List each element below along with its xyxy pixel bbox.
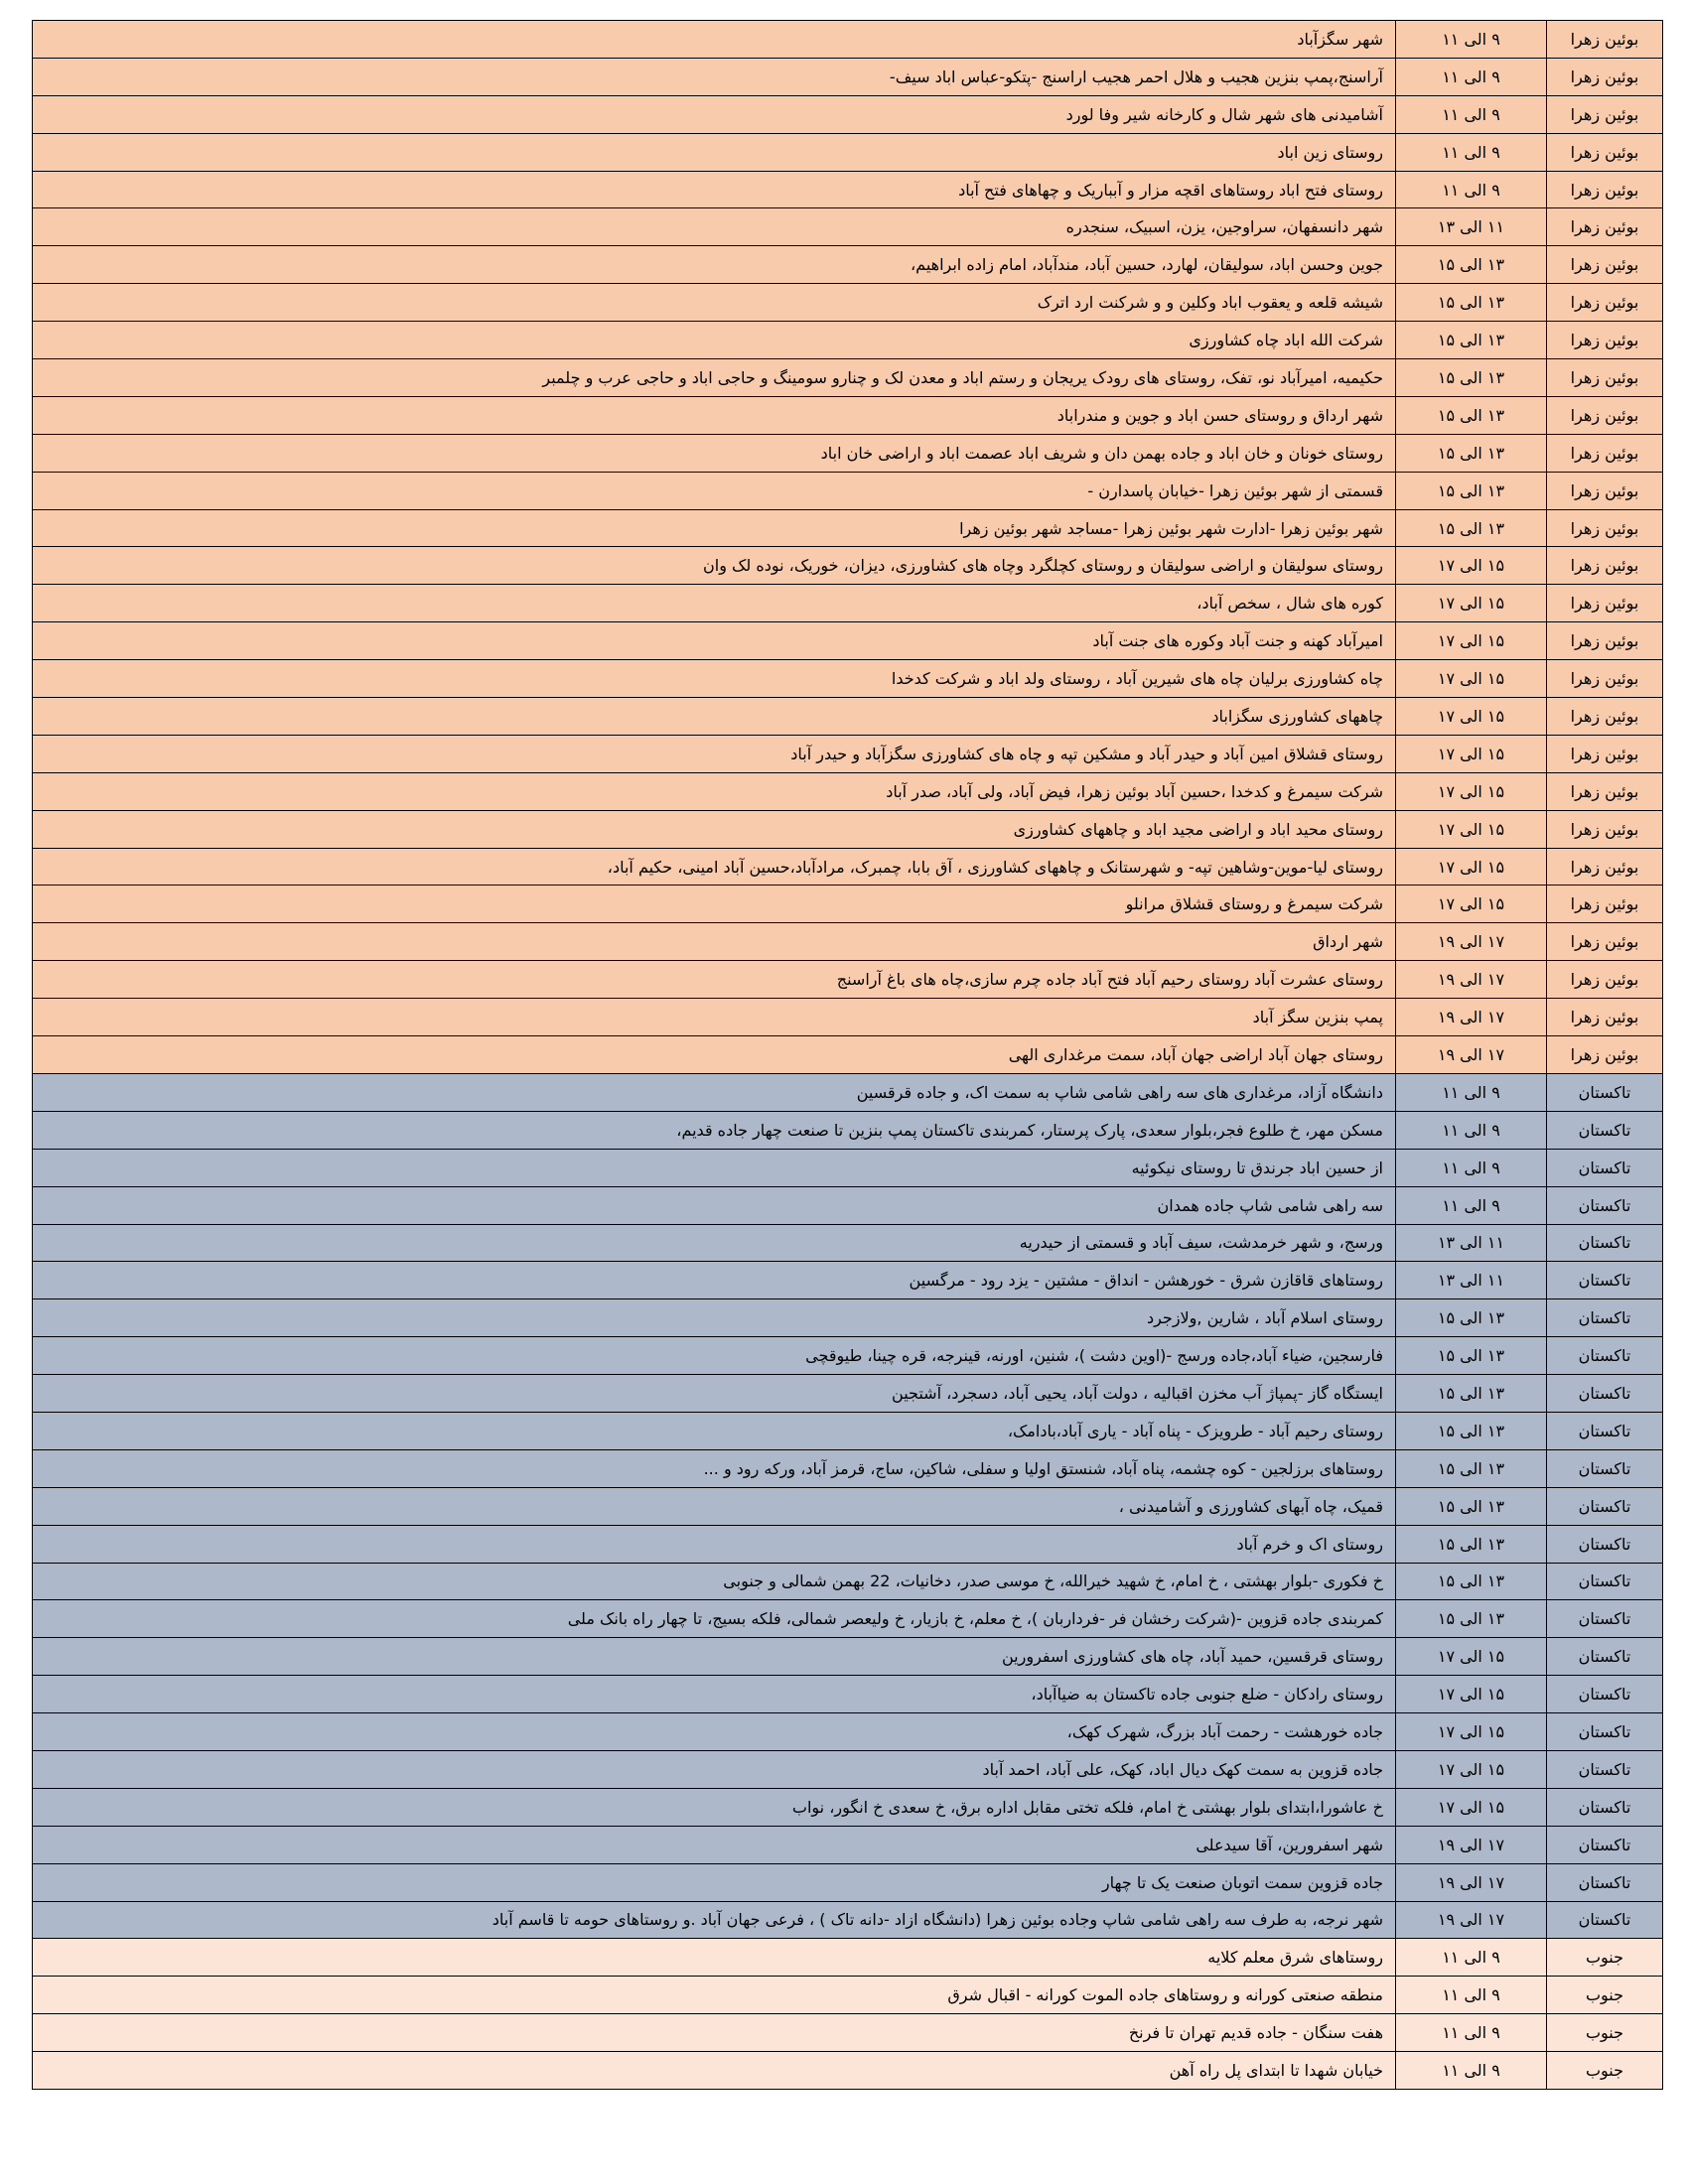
table-row (33, 1788, 1663, 1826)
city-name-cell: بوئین زهرا (1547, 810, 1663, 848)
city-name-cell: بوئین زهرا (1547, 509, 1663, 547)
time-range-cell: ۱۳ الی ۱۵ (1396, 1600, 1547, 1638)
city-name-cell: بوئین زهرا (1547, 359, 1663, 397)
table-row (33, 21, 1663, 59)
time-range-cell: ۱۳ الی ۱۵ (1396, 396, 1547, 434)
table-row (33, 208, 1663, 246)
table-row (33, 2052, 1663, 2090)
outage-area-cell: شرکت الله اباد چاه کشاورزی (33, 322, 1396, 359)
time-range-cell: ۱۵ الی ۱۷ (1396, 1676, 1547, 1713)
time-range-cell: ۹ الی ۱۱ (1396, 2052, 1547, 2090)
time-range-cell: ۹ الی ۱۱ (1396, 133, 1547, 171)
time-range-cell: ۱۷ الی ۱۹ (1396, 961, 1547, 999)
city-name-cell: بوئین زهرا (1547, 1036, 1663, 1074)
outage-schedule-body (33, 21, 1663, 2090)
time-range-cell: ۱۵ الی ۱۷ (1396, 622, 1547, 660)
time-range-cell: ۹ الی ۱۱ (1396, 21, 1547, 59)
table-row (33, 1977, 1663, 2014)
table-row (33, 1525, 1663, 1563)
outage-area-cell: روستای محید اباد و اراضی مجید اباد و چاههای کشاورزی (33, 810, 1396, 848)
city-name-cell: تاکستان (1547, 1901, 1663, 1939)
table-row (33, 810, 1663, 848)
time-range-cell: ۱۳ الی ۱۵ (1396, 1375, 1547, 1413)
time-range-cell: ۹ الی ۱۱ (1396, 171, 1547, 208)
time-range-cell: ۱۳ الی ۱۵ (1396, 1337, 1547, 1375)
outage-area-cell: ایستگاه گاز -پمپاژ آب مخزن اقبالیه ، دولت آباد، یحیی آباد، دسجرد، آشتجین (33, 1375, 1396, 1413)
time-range-cell: ۱۵ الی ۱۷ (1396, 1750, 1547, 1788)
outage-area-cell: روستای لیا-موین-وشاهین تپه- و شهرستانک و چاههای کشاورزی ، آق بابا، چمبرک، مرادآباد،حسین آباد امینی، حکیم آباد، (33, 848, 1396, 886)
city-name-cell: تاکستان (1547, 1224, 1663, 1262)
table-row (33, 886, 1663, 923)
city-name-cell: تاکستان (1547, 1186, 1663, 1224)
city-name-cell: تاکستان (1547, 1863, 1663, 1901)
time-range-cell: ۱۳ الی ۱۵ (1396, 322, 1547, 359)
time-range-cell: ۱۳ الی ۱۵ (1396, 1449, 1547, 1487)
outage-area-cell: روستای قشلاق امین آباد و حیدر آباد و مشکین تپه و چاه های کشاورزی سگزآباد و حیدر آباد (33, 735, 1396, 772)
time-range-cell: ۱۳ الی ۱۵ (1396, 472, 1547, 509)
outage-area-cell: روستاهای برزلجین - کوه چشمه، پناه آباد، شنستق اولیا و سفلی، شاکین، ساج، قرمز آباد، ورکه رود و ... (33, 1449, 1396, 1487)
city-name-cell: تاکستان (1547, 1600, 1663, 1638)
city-name-cell: بوئین زهرا (1547, 923, 1663, 961)
outage-area-cell: جاده قزوین به سمت کهک دیال اباد، کهک، علی آباد، احمد آباد (33, 1750, 1396, 1788)
city-name-cell: بوئین زهرا (1547, 735, 1663, 772)
outage-area-cell: شهر اسفرورین، آقا سیدعلی (33, 1826, 1396, 1863)
outage-area-cell: جوین وحسن اباد، سولیقان، لهارد، حسین آباد، مندآباد، امام زاده ابراهیم، (33, 246, 1396, 284)
outage-area-cell: کوره های شال ، سخص آباد، (33, 585, 1396, 622)
time-range-cell: ۹ الی ۱۱ (1396, 2014, 1547, 2052)
outage-area-cell: منطقه صنعتی کورانه و روستاهای جاده الموت کورانه - اقبال شرق (33, 1977, 1396, 2014)
table-row (33, 622, 1663, 660)
city-name-cell: تاکستان (1547, 1525, 1663, 1563)
city-name-cell: بوئین زهرا (1547, 246, 1663, 284)
time-range-cell: ۱۳ الی ۱۵ (1396, 1412, 1547, 1449)
time-range-cell: ۱۵ الی ۱۷ (1396, 810, 1547, 848)
time-range-cell: ۱۱ الی ۱۳ (1396, 1224, 1547, 1262)
outage-area-cell: فارسجین، ضیاء آباد،جاده ورسج -(اوین دشت )، شنین، اورنه، قینرجه، قره چینا، طیوقچی (33, 1337, 1396, 1375)
table-row (33, 1901, 1663, 1939)
outage-area-cell: شرکت سیمرغ و روستای قشلاق مرانلو (33, 886, 1396, 923)
time-range-cell: ۱۳ الی ۱۵ (1396, 1487, 1547, 1525)
time-range-cell: ۹ الی ۱۱ (1396, 1111, 1547, 1149)
time-range-cell: ۱۳ الی ۱۵ (1396, 246, 1547, 284)
table-row (33, 1262, 1663, 1299)
table-row (33, 547, 1663, 585)
outage-area-cell: آراسنج،پمپ بنزین هجیب و هلال احمر هجیب اراسنج -پتکو-عباس اباد سیف- (33, 58, 1396, 95)
table-row (33, 698, 1663, 736)
table-row (33, 1449, 1663, 1487)
outage-area-cell: شرکت سیمرغ و کدخدا ،حسین آباد بوئین زهرا، فیض آباد، ولی آباد، صدر آباد (33, 772, 1396, 810)
time-range-cell: ۱۳ الی ۱۵ (1396, 1525, 1547, 1563)
city-name-cell: بوئین زهرا (1547, 396, 1663, 434)
outage-area-cell: جاده قزوین سمت اتوبان صنعت یک تا چهار (33, 1863, 1396, 1901)
city-name-cell: بوئین زهرا (1547, 472, 1663, 509)
outage-area-cell: شهر نرجه، به طرف سه راهی شامی شاپ وجاده بوئین زهرا (دانشگاه ازاد -دانه تاک ) ، فرعی جهان آباد .و روستاهای حومه تا قاسم آباد (33, 1901, 1396, 1939)
outage-area-cell: چاههای کشاورزی سگزاباد (33, 698, 1396, 736)
time-range-cell: ۱۱ الی ۱۳ (1396, 1262, 1547, 1299)
outage-area-cell: از حسین اباد جرندق تا روستای نیکوئیه (33, 1149, 1396, 1186)
outage-area-cell: روستای اسلام آباد ، شارین ,ولازجرد (33, 1299, 1396, 1337)
table-row (33, 585, 1663, 622)
city-name-cell: بوئین زهرا (1547, 95, 1663, 133)
city-name-cell: تاکستان (1547, 1073, 1663, 1111)
table-row (33, 58, 1663, 95)
outage-area-cell: دانشگاه آزاد، مرغداری های سه راهی شامی شاپ به سمت اک، و جاده قرقسین (33, 1073, 1396, 1111)
time-range-cell: ۱۳ الی ۱۵ (1396, 1299, 1547, 1337)
outage-area-cell: شهر بوئین زهرا -ادارت شهر بوئین زهرا -مساجد شهر بوئین زهرا (33, 509, 1396, 547)
city-name-cell: تاکستان (1547, 1750, 1663, 1788)
time-range-cell: ۱۷ الی ۱۹ (1396, 1826, 1547, 1863)
city-name-cell: تاکستان (1547, 1487, 1663, 1525)
city-name-cell: تاکستان (1547, 1826, 1663, 1863)
city-name-cell: بوئین زهرا (1547, 58, 1663, 95)
outage-area-cell: خیابان شهدا تا ابتدای پل راه آهن (33, 2052, 1396, 2090)
table-row (33, 284, 1663, 322)
outage-area-cell: روستای رادکان - ضلع جنوبی جاده تاکستان به ضیاآباد، (33, 1676, 1396, 1713)
outage-area-cell: روستای اک و خرم آباد (33, 1525, 1396, 1563)
city-name-cell: بوئین زهرا (1547, 208, 1663, 246)
time-range-cell: ۱۵ الی ۱۷ (1396, 1713, 1547, 1751)
time-range-cell: ۱۵ الی ۱۷ (1396, 735, 1547, 772)
table-row (33, 1186, 1663, 1224)
time-range-cell: ۹ الی ۱۱ (1396, 1939, 1547, 1977)
outage-area-cell: شهر ارداق و روستای حسن اباد و جوین و مندراباد (33, 396, 1396, 434)
outage-area-cell: کمربندی جاده قزوین -(شرکت رخشان فر -فرداربان )، خ معلم، خ بازیار، خ ولیعصر شمالی، فلکه بسیج، تا چهار راه بانک ملی (33, 1600, 1396, 1638)
table-row (33, 1036, 1663, 1074)
outage-area-cell: روستای زین اباد (33, 133, 1396, 171)
outage-area-cell: روستای سولیقان و اراضی سولیقان و روستای کچلگرد وچاه های کشاورزی، دیزان، خوریک، نوده لک وان (33, 547, 1396, 585)
table-row (33, 999, 1663, 1036)
outage-area-cell: سه راهی شامی شاپ جاده همدان (33, 1186, 1396, 1224)
table-row (33, 1375, 1663, 1413)
time-range-cell: ۹ الی ۱۱ (1396, 1186, 1547, 1224)
city-name-cell: بوئین زهرا (1547, 171, 1663, 208)
city-name-cell: تاکستان (1547, 1563, 1663, 1600)
table-row (33, 246, 1663, 284)
city-name-cell: تاکستان (1547, 1111, 1663, 1149)
time-range-cell: ۱۵ الی ۱۷ (1396, 585, 1547, 622)
time-range-cell: ۹ الی ۱۱ (1396, 1149, 1547, 1186)
outage-area-cell: شهر ارداق (33, 923, 1396, 961)
city-name-cell: تاکستان (1547, 1676, 1663, 1713)
city-name-cell: تاکستان (1547, 1638, 1663, 1676)
time-range-cell: ۱۵ الی ۱۷ (1396, 660, 1547, 698)
table-row (33, 472, 1663, 509)
outage-area-cell: پمپ بنزین سگز آباد (33, 999, 1396, 1036)
outage-area-cell: آشامیدنی های شهر شال و کارخانه شیر وفا لورد (33, 95, 1396, 133)
city-name-cell: بوئین زهرا (1547, 322, 1663, 359)
table-row (33, 95, 1663, 133)
table-row (33, 1676, 1663, 1713)
city-name-cell: جنوب (1547, 1977, 1663, 2014)
time-range-cell: ۱۵ الی ۱۷ (1396, 547, 1547, 585)
outage-area-cell: شهر سگزآباد (33, 21, 1396, 59)
city-name-cell: بوئین زهرا (1547, 961, 1663, 999)
table-row (33, 735, 1663, 772)
table-row (33, 1412, 1663, 1449)
city-name-cell: بوئین زهرا (1547, 547, 1663, 585)
table-row (33, 848, 1663, 886)
outage-area-cell: قسمتی از شهر بوئین زهرا -خیابان پاسدارن - (33, 472, 1396, 509)
table-row (33, 961, 1663, 999)
table-row (33, 660, 1663, 698)
outage-area-cell: مسکن مهر، خ طلوع فجر،بلوار سعدی، پارک پرستار، کمربندی تاکستان پمپ بنزین تا صنعت چهار جاده قدیم، (33, 1111, 1396, 1149)
time-range-cell: ۱۵ الی ۱۷ (1396, 886, 1547, 923)
outage-area-cell: شهر دانسفهان، سراوجین، یزن، اسبیک، سنجدره (33, 208, 1396, 246)
time-range-cell: ۱۳ الی ۱۵ (1396, 434, 1547, 472)
time-range-cell: ۱۵ الی ۱۷ (1396, 1788, 1547, 1826)
time-range-cell: ۱۳ الی ۱۵ (1396, 284, 1547, 322)
table-row (33, 1111, 1663, 1149)
city-name-cell: بوئین زهرا (1547, 585, 1663, 622)
city-name-cell: بوئین زهرا (1547, 284, 1663, 322)
outage-area-cell: روستاهای قاقازن شرق - خورهشن - انداق - مشتین - یزد رود - مرگسین (33, 1262, 1396, 1299)
time-range-cell: ۱۵ الی ۱۷ (1396, 772, 1547, 810)
city-name-cell: تاکستان (1547, 1262, 1663, 1299)
outage-area-cell: حکیمیه، امیرآباد نو، تفک، روستای های رودک یریجان و رستم اباد و معدن لک و چنارو سومینگ و حاجی اباد و حاجی عرب و چلمبر (33, 359, 1396, 397)
outage-area-cell: چاه کشاورزی برلیان چاه های شیرین آباد ، روستای ولد اباد و شرکت کدخدا (33, 660, 1396, 698)
table-row (33, 1299, 1663, 1337)
table-row (33, 1826, 1663, 1863)
table-row (33, 322, 1663, 359)
outage-area-cell: روستای جهان آباد اراضی جهان آباد، سمت مرغداری الهی (33, 1036, 1396, 1074)
city-name-cell: تاکستان (1547, 1337, 1663, 1375)
time-range-cell: ۱۷ الی ۱۹ (1396, 1901, 1547, 1939)
city-name-cell: بوئین زهرا (1547, 660, 1663, 698)
table-row (33, 1750, 1663, 1788)
city-name-cell: بوئین زهرا (1547, 886, 1663, 923)
table-row (33, 1563, 1663, 1600)
time-range-cell: ۱۷ الی ۱۹ (1396, 1036, 1547, 1074)
time-range-cell: ۱۷ الی ۱۹ (1396, 999, 1547, 1036)
outage-area-cell: شیشه قلعه و یعقوب اباد وکلین و و شرکنت ارد اترک (33, 284, 1396, 322)
table-row (33, 1713, 1663, 1751)
table-row (33, 396, 1663, 434)
city-name-cell: بوئین زهرا (1547, 434, 1663, 472)
table-row (33, 509, 1663, 547)
outage-area-cell: روستای فتح اباد روستاهای اقچه مزار و آبباریک و چهاهای فتح آباد (33, 171, 1396, 208)
outage-schedule-table (32, 20, 1663, 2090)
city-name-cell: جنوب (1547, 1939, 1663, 1977)
table-row (33, 772, 1663, 810)
table-row (33, 1863, 1663, 1901)
city-name-cell: جنوب (1547, 2052, 1663, 2090)
city-name-cell: بوئین زهرا (1547, 622, 1663, 660)
outage-area-cell: جاده خورهشت - رحمت آباد بزرگ، شهرک کهک، (33, 1713, 1396, 1751)
outage-area-cell: خ فکوری -بلوار بهشتی ، خ امام، خ شهید خیرالله، خ موسی صدر، دخانیات، 22 بهمن شمالی و جنوبی (33, 1563, 1396, 1600)
city-name-cell: تاکستان (1547, 1149, 1663, 1186)
time-range-cell: ۹ الی ۱۱ (1396, 58, 1547, 95)
time-range-cell: ۱۷ الی ۱۹ (1396, 1863, 1547, 1901)
city-name-cell: بوئین زهرا (1547, 133, 1663, 171)
time-range-cell: ۱۷ الی ۱۹ (1396, 923, 1547, 961)
time-range-cell: ۱۳ الی ۱۵ (1396, 509, 1547, 547)
outage-area-cell: روستای رحیم آباد - طرویزک - پناه آباد - یاری آباد،بادامک، (33, 1412, 1396, 1449)
city-name-cell: تاکستان (1547, 1375, 1663, 1413)
city-name-cell: جنوب (1547, 2014, 1663, 2052)
time-range-cell: ۹ الی ۱۱ (1396, 1977, 1547, 2014)
table-row (33, 1149, 1663, 1186)
table-row (33, 1487, 1663, 1525)
table-row (33, 171, 1663, 208)
time-range-cell: ۹ الی ۱۱ (1396, 1073, 1547, 1111)
outage-area-cell: روستاهای شرق معلم کلایه (33, 1939, 1396, 1977)
outage-area-cell: روستای خونان و خان اباد و جاده بهمن دان و شریف اباد عصمت اباد و اراضی خان اباد (33, 434, 1396, 472)
table-row (33, 1600, 1663, 1638)
time-range-cell: ۹ الی ۱۱ (1396, 95, 1547, 133)
table-row (33, 434, 1663, 472)
outage-area-cell: هفت سنگان - جاده قدیم تهران تا فرنخ (33, 2014, 1396, 2052)
table-row (33, 2014, 1663, 2052)
table-row (33, 1337, 1663, 1375)
outage-area-cell: امیرآباد کهنه و جنت آباد وکوره های جنت آباد (33, 622, 1396, 660)
time-range-cell: ۱۳ الی ۱۵ (1396, 1563, 1547, 1600)
table-row (33, 923, 1663, 961)
table-row (33, 1224, 1663, 1262)
table-row (33, 359, 1663, 397)
time-range-cell: ۱۵ الی ۱۷ (1396, 1638, 1547, 1676)
city-name-cell: تاکستان (1547, 1788, 1663, 1826)
city-name-cell: تاکستان (1547, 1412, 1663, 1449)
outage-area-cell: قمیک، چاه آبهای کشاورزی و آشامیدنی ، (33, 1487, 1396, 1525)
time-range-cell: ۱۳ الی ۱۵ (1396, 359, 1547, 397)
outage-area-cell: خ عاشورا،ابتدای بلوار بهشتی خ امام، فلکه تختی مقابل اداره برق، خ سعدی خ انگور، نواب (33, 1788, 1396, 1826)
city-name-cell: بوئین زهرا (1547, 698, 1663, 736)
city-name-cell: تاکستان (1547, 1713, 1663, 1751)
city-name-cell: تاکستان (1547, 1449, 1663, 1487)
outage-area-cell: ورسج، و شهر خرمدشت، سیف آباد و قسمتی از حیدریه (33, 1224, 1396, 1262)
city-name-cell: بوئین زهرا (1547, 999, 1663, 1036)
outage-area-cell: روستای عشرت آباد روستای رحیم آباد فتح آباد جاده چرم سازی،چاه های باغ آراسنج (33, 961, 1396, 999)
time-range-cell: ۱۵ الی ۱۷ (1396, 698, 1547, 736)
outage-area-cell: روستای قرقسین، حمید آباد، چاه های کشاورزی اسفرورین (33, 1638, 1396, 1676)
table-row (33, 1939, 1663, 1977)
city-name-cell: بوئین زهرا (1547, 772, 1663, 810)
city-name-cell: تاکستان (1547, 1299, 1663, 1337)
table-row (33, 1073, 1663, 1111)
table-row (33, 1638, 1663, 1676)
city-name-cell: بوئین زهرا (1547, 848, 1663, 886)
time-range-cell: ۱۵ الی ۱۷ (1396, 848, 1547, 886)
time-range-cell: ۱۱ الی ۱۳ (1396, 208, 1547, 246)
city-name-cell: بوئین زهرا (1547, 21, 1663, 59)
table-row (33, 133, 1663, 171)
